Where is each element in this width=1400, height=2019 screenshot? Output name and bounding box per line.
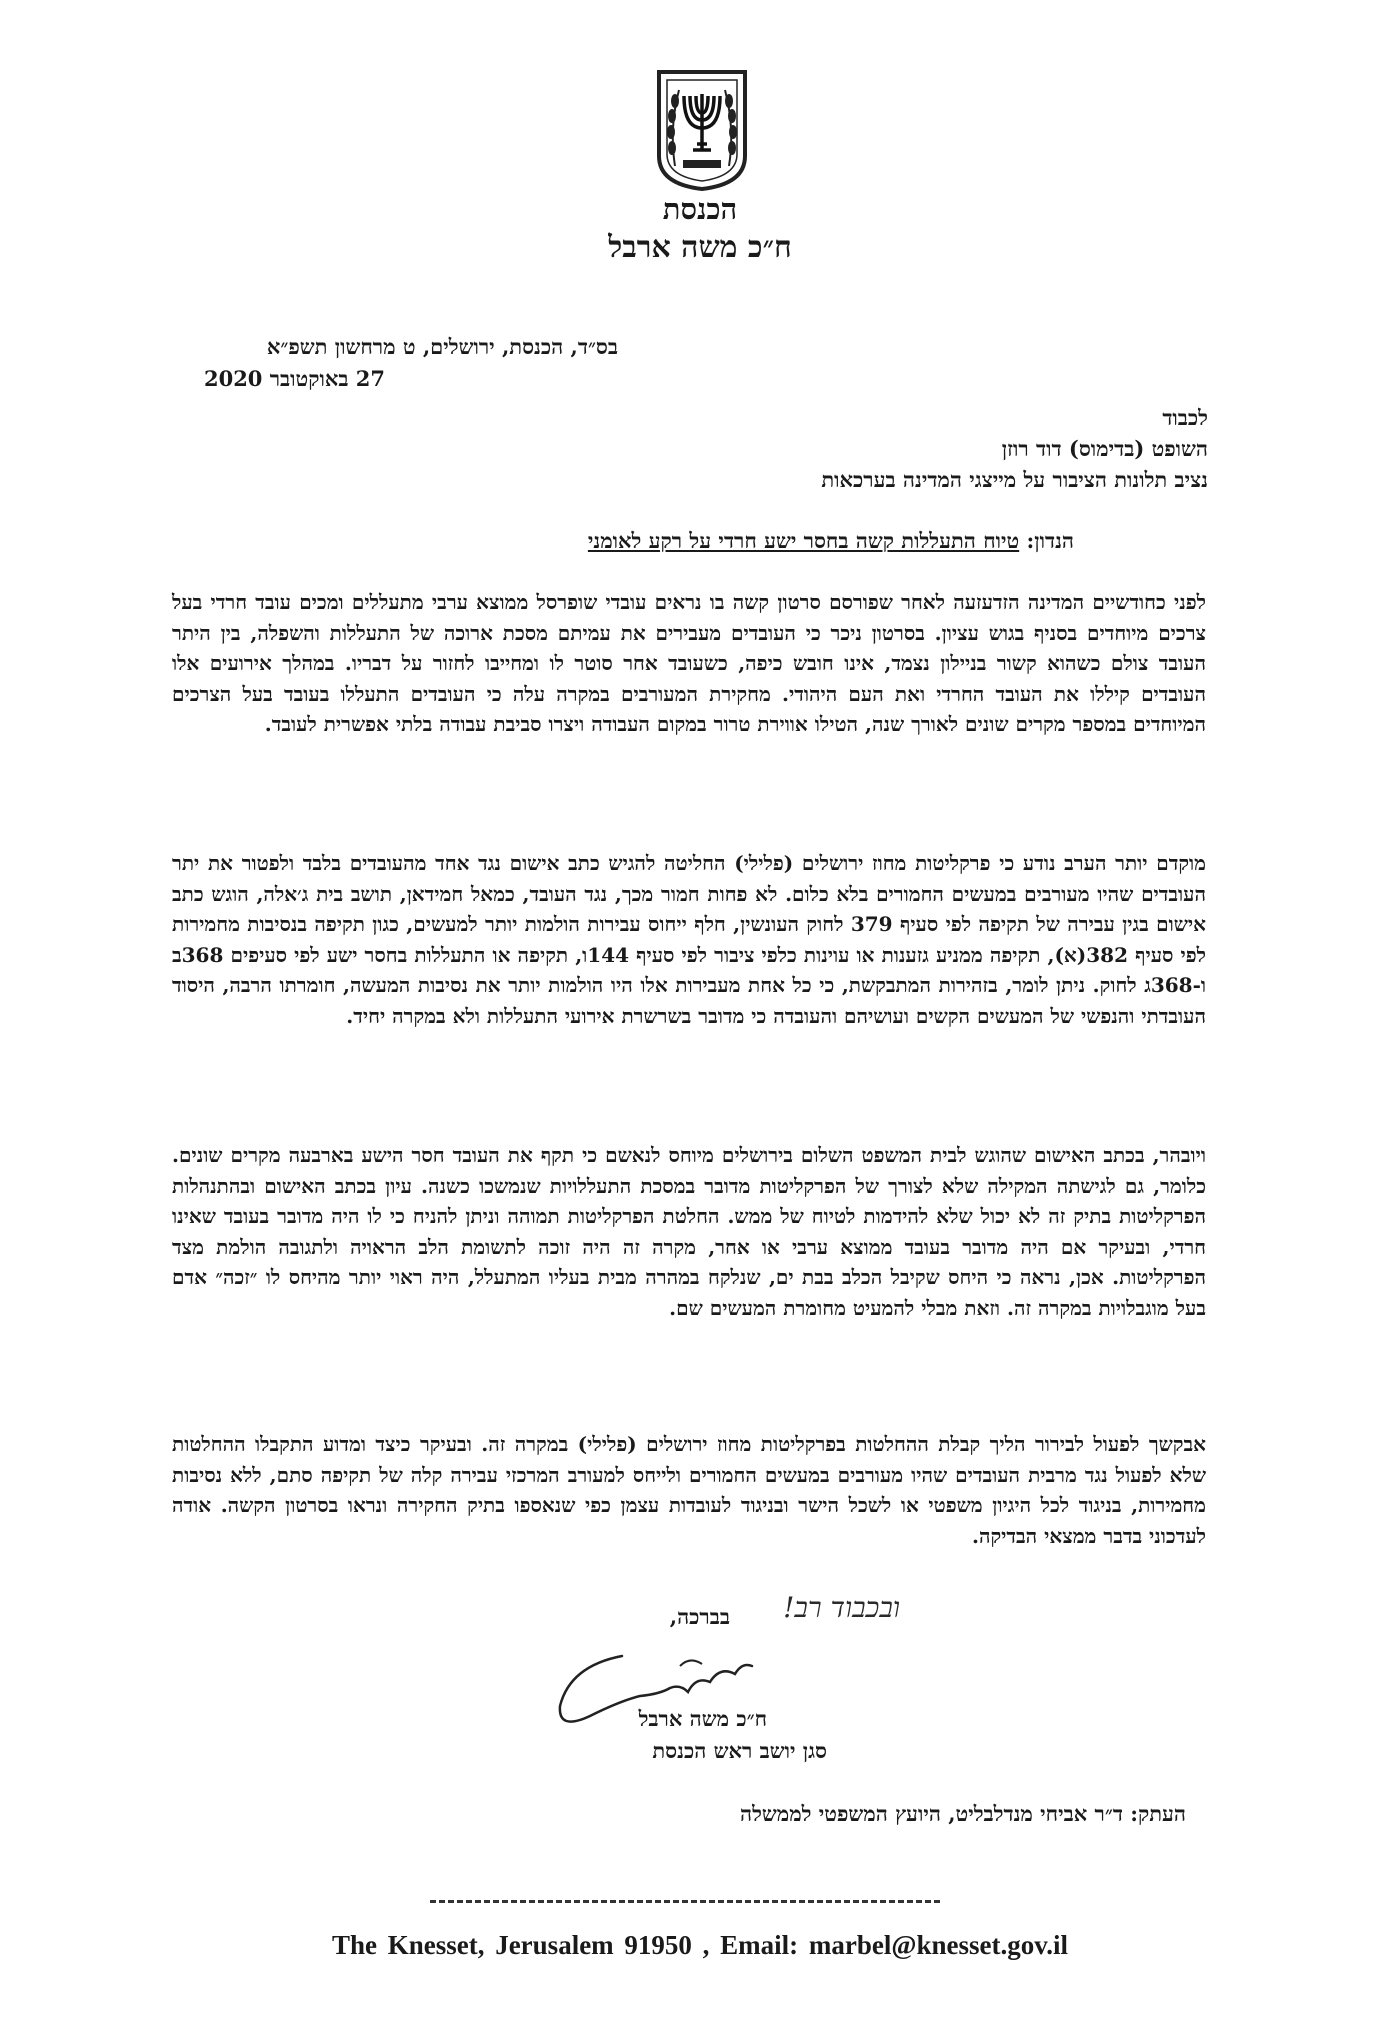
signer-title: סגן יושב ראש הכנסת xyxy=(652,1738,827,1763)
handwritten-note: ובכבוד רב! xyxy=(783,1591,900,1624)
addressee-title: נציב תלונות הציבור על מייצגי המדינה בערכאות xyxy=(821,467,1208,492)
closing-greeting: בברכה, xyxy=(669,1604,730,1629)
member-name-title: ח״כ משה ארבל xyxy=(608,230,792,265)
body-paragraph: לפני כחודשיים המדינה הזדעזעה לאחר שפורסם סרטון קשה בו נראים עובדי שופרסל ממוצא ערבי מתעללים ומכים עובד חרדי בעל צרכים מיוחדים בסניף בגוש עציון. בסרטון ניכר כי העובדים מעבירים את עמיתם מסכת ארוכה של התעללות והשפלה, בין היתר העובד צולם כשהוא קשור בניילון נצמד, אינו חובש כיפה, כשעובד אחר סוטר לו ומחייבו לחזור על דבריו. במהלך אירועים אלו העובדים קיללו את העובד החרדי ואת העם היהודי. מחקירת המעורבים במקרה עלה כי העובדים התעללו בעובד בעל הצרכים המיוחדים במספר מקרים שונים לאורך שנה, הטילו אווירת טרור במקום העבודה ויצרו סביבת עבודה בלתי אפשרית לעובד. xyxy=(172,590,1206,736)
addressee-block xyxy=(821,402,1208,495)
hebrew-date: בס״ד, הכנסת, ירושלים, ט מרחשון תשפ״א xyxy=(266,334,618,359)
body-paragraph: ויובהר, בכתב האישום שהוגש לבית המשפט השלום בירושלים מיוחס לנאשם כי תקף את העובד חסר הישע בארבעה מקרים שונים. כלומר, גם לגישתה המקילה שלא לצורך של הפרקליטות מדובר במסכת התעללויות שנמשכו כשנה. עיון בכתב האישום ובהתנהלות הפרקליטות בתיק זה לא יכול שלא להידמות לטיוח של ממש. החלטת הפרקליטות תמוהה וניתן להניח כי לו היה מדובר בעובד שאינו חרדי, ובעיקר אם היה מדובר בעובד ממוצא ערבי או אחר, מקרה זה היה זוכה לתשומת הלב הראויה ולתגובה הולמת מצד הפרקליטות. אכן, נראה כי היחס שקיבל הכלב בבת ים, שנלקח במהרה מבית בעליו המתעלל, היה ראוי יותר מהיחס לו ״זכה״ אדם בעל מוגבלויות במקרה זה. וזאת מבלי להמעיט מחומרת המעשים שם. xyxy=(172,1143,1206,1320)
salutation: לכבוד xyxy=(1162,405,1208,430)
addressee-name: השופט (בדימוס) דוד רוזן xyxy=(1001,436,1208,461)
institution-title: הכנסת xyxy=(662,192,738,226)
subject-text: טיוח התעללות קשה בחסר ישע חרדי על רקע לאומני xyxy=(587,528,1020,553)
cc-line: העתק: ד״ר אביחי מנדלבליט, היועץ המשפטי לממשלה xyxy=(740,1801,1186,1826)
signer-name: ח״כ משה ארבל xyxy=(638,1706,767,1731)
subject-line xyxy=(588,528,1074,554)
footer-contact: The Knesset, Jerusalem 91950 , Email: marbel@knesset.gov.il xyxy=(331,1930,1069,1960)
israel-emblem-icon xyxy=(655,68,749,192)
subject-label: הנדון: xyxy=(1026,528,1074,553)
body-paragraph: מוקדם יותר הערב נודע כי פרקליטות מחוז ירושלים (פלילי) החליטה להגיש כתב אישום נגד אחד מהעובדים בלבד ולפטור את יתר העובדים שהיו מעורבים במעשים החמורים בלא כלום. לא פחות חמור מכך, נגד העובד, כמאל חמידאן, תושב בית ג׳אלה, הוגש כתב אישום בגין עבירה של תקיפה לפי סעיף 379 לחוק העונשין, חלף ייחוס עבירות הולמות יותר למעשים, כגון תקיפה בנסיבות מחמירות לפי סעיף 382(א), תקיפה ממניע גזענות או עוינות כלפי ציבור לפי סעיף 144ו, תקיפה או התעללות בחסר ישע לפי סעיפים 368ב ו-368ג לחוק. ניתן לומר, בזהירות המתבקשת, כי כל אחת מעבירות אלו היו הולמות יותר את נסיבות המעשה, חומרתו הרבה, היסוד העובדתי והנפשי של המעשים הקשים ועושיהם והעובדה כי מדובר בשרשרת אירועי התעללות ולא במקרה יחיד. xyxy=(172,851,1206,1028)
body-paragraph: אבקשך לפעול לבירור הליך קבלת ההחלטות בפרקליטות מחוז ירושלים (פלילי) במקרה זה. ובעיקר כיצד ומדוע התקבלו ההחלטות שלא לפעול נגד מרבית העובדים שהיו מעורבים במעשים החמורים ולייחס למעורב המרכזי עבירה קלה של תקיפה סתם, ללא נסיבות מחמירות, בניגוד לכל היגיון משפטי או לשכל הישר ובניגוד לעובדות עצמן כפי שנאספו בתיק החקירה ונראו בסרטון הקשה. אודה לעדכוני בדבר ממצאי הבדיקה. xyxy=(172,1432,1206,1548)
footer-divider xyxy=(430,1900,940,1903)
gregorian-date: 27 באוקטובר 2020 xyxy=(203,366,385,391)
